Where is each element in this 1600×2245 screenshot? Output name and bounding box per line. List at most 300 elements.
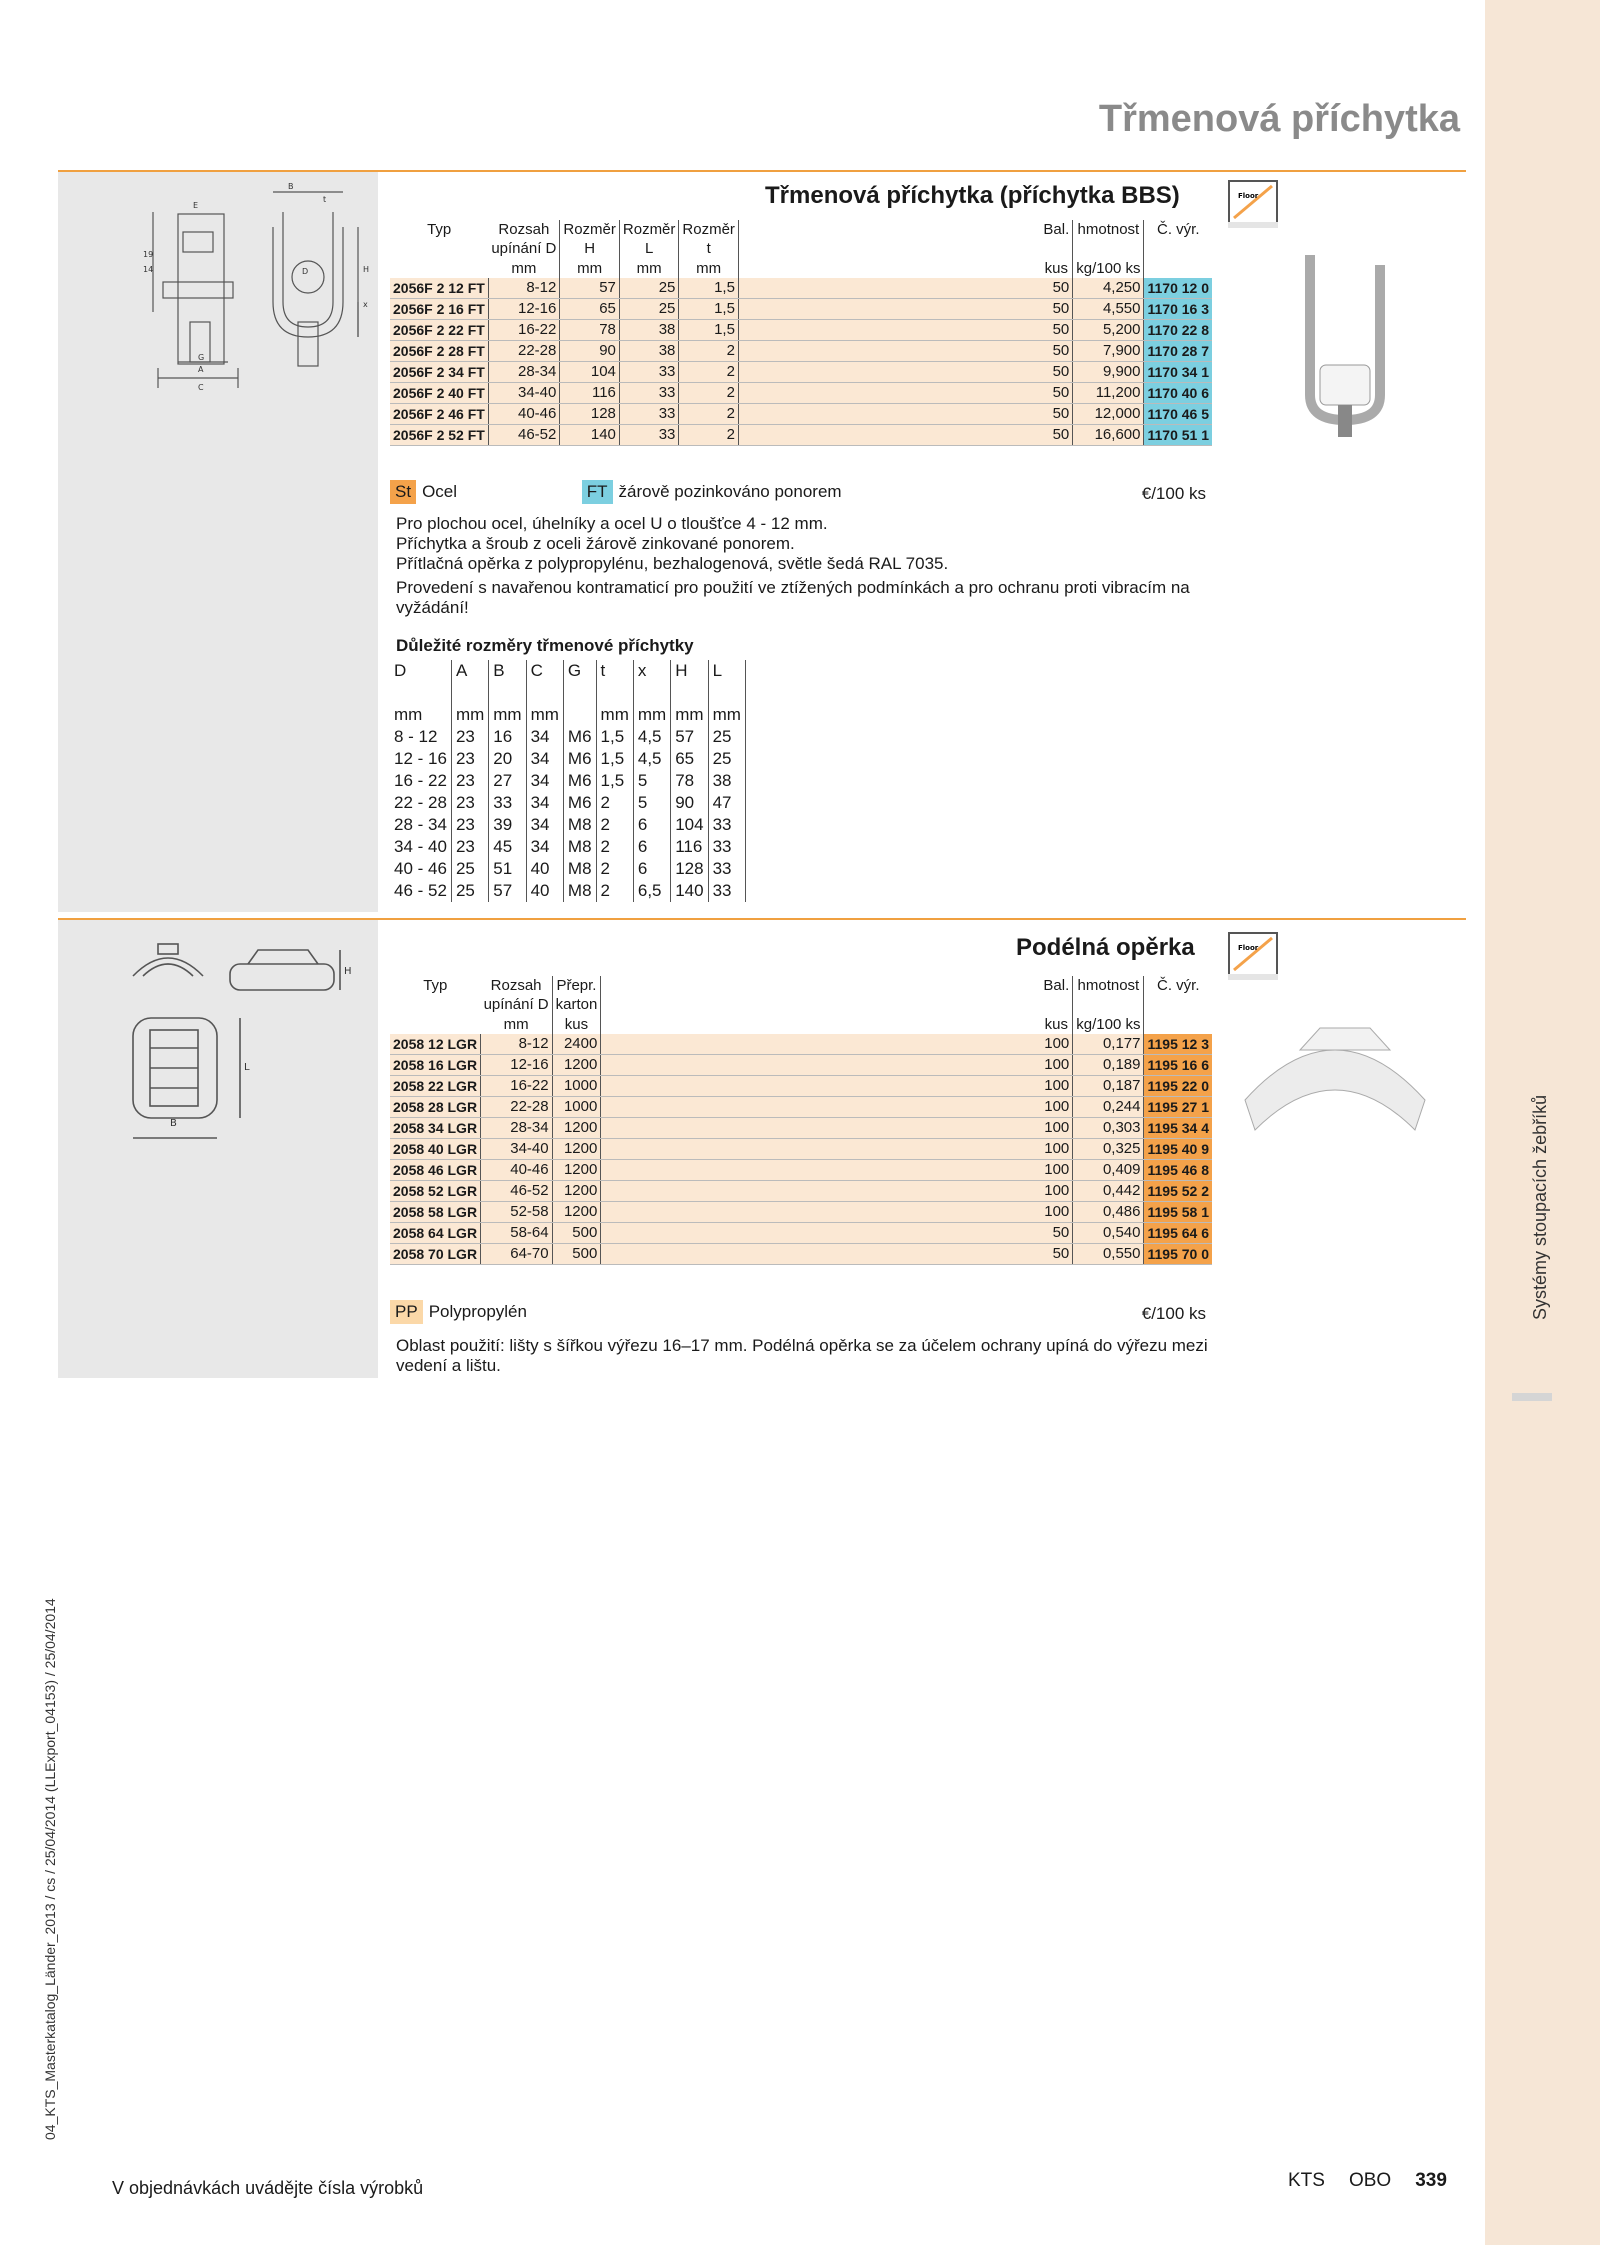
clamp-range: 64-70	[481, 1244, 553, 1265]
svg-text:E: E	[193, 201, 199, 210]
dims-cell: 57	[489, 880, 526, 902]
dim-t: 2	[679, 383, 739, 404]
dims-header: L	[708, 660, 745, 704]
col-typ: Typ	[423, 977, 448, 994]
dim-h: 65	[560, 299, 620, 320]
product-type: 2056F 2 28 FT	[390, 341, 488, 362]
product-type: 2056F 2 34 FT	[390, 362, 488, 383]
product-type: 2058 16 LGR	[390, 1055, 481, 1076]
clamp-range: 8-12	[488, 278, 560, 299]
col-rozsah: Rozsah upínání D	[488, 220, 560, 258]
clamp-range: 34-40	[481, 1139, 553, 1160]
svg-text:H: H	[344, 966, 352, 977]
table-row	[390, 341, 1212, 362]
article-number: 1170 22 8	[1144, 320, 1212, 341]
product-type: 2058 70 LGR	[390, 1244, 481, 1265]
carton-qty: 1000	[552, 1097, 601, 1118]
svg-text:A: A	[198, 365, 204, 374]
page-title: Třmenová příchytka	[1098, 98, 1460, 140]
spacer	[738, 425, 1040, 446]
dimensions-table	[390, 660, 746, 902]
material-legend-1	[390, 480, 1210, 508]
col-prepr: Přepr. karton	[552, 976, 601, 1014]
dims-cell: 1,5	[596, 770, 633, 792]
carton-qty: 2400	[552, 1034, 601, 1055]
svg-text:B: B	[288, 182, 294, 191]
product-type: 2058 40 LGR	[390, 1139, 481, 1160]
dims-cell: 23	[451, 770, 488, 792]
description-line: Přítlačná opěrka z polypropylénu, bezhalogenová, světle šedá RAL 7035.	[396, 554, 949, 573]
article-number: 1195 12 3	[1144, 1034, 1212, 1055]
article-number: 1170 34 1	[1144, 362, 1212, 383]
svg-text:14: 14	[143, 265, 154, 274]
unit-prepr: kus	[552, 1014, 601, 1034]
carton-qty: 500	[552, 1244, 601, 1265]
dims-cell: 23	[451, 726, 488, 748]
clamp-range: 22-28	[481, 1097, 553, 1118]
dims-cell: 47	[708, 792, 745, 814]
pack-qty: 100	[1040, 1055, 1072, 1076]
weight: 0,486	[1073, 1202, 1144, 1223]
unit-bal: kus	[1040, 1014, 1072, 1034]
material-code-ft: FT	[582, 480, 613, 504]
unit-h: mm	[560, 258, 620, 278]
product-type: 2056F 2 22 FT	[390, 320, 488, 341]
product-type: 2056F 2 40 FT	[390, 383, 488, 404]
ladder-thumbnail-icon	[1512, 1393, 1552, 1401]
dims-cell: 40	[526, 880, 563, 902]
dim-l: 38	[619, 341, 679, 362]
clamp-range: 52-58	[481, 1202, 553, 1223]
weight: 11,200	[1073, 383, 1144, 404]
weight: 4,550	[1073, 299, 1144, 320]
spacer	[601, 1076, 1041, 1097]
dims-cell: 34 - 40	[390, 836, 451, 858]
pack-qty: 100	[1040, 1181, 1072, 1202]
dim-l: 33	[619, 425, 679, 446]
pack-qty: 100	[1040, 1139, 1072, 1160]
dim-l: 33	[619, 383, 679, 404]
product-type: 2056F 2 46 FT	[390, 404, 488, 425]
spacer	[601, 1181, 1041, 1202]
unit-t: mm	[679, 258, 739, 278]
article-number: 1195 52 2	[1144, 1181, 1212, 1202]
article-number: 1170 16 3	[1144, 299, 1212, 320]
dims-title: Důležité rozměry třmenové příchytky	[396, 636, 694, 655]
clamp-range: 16-22	[481, 1076, 553, 1097]
dims-header-row	[390, 660, 745, 704]
carton-qty: 1200	[552, 1160, 601, 1181]
carton-qty: 1200	[552, 1139, 601, 1160]
dims-header: G	[563, 660, 596, 704]
unit-hmotnost: kg/100 ks	[1073, 258, 1144, 278]
dims-cell: 25	[708, 748, 745, 770]
spacer	[601, 1139, 1041, 1160]
dims-cell: M6	[563, 726, 596, 748]
col-h: Rozměr H	[560, 220, 620, 258]
section2-title: Podélná opěrka	[1016, 934, 1195, 961]
product-table-1	[390, 220, 1212, 446]
material-label-st: Ocel	[422, 482, 458, 501]
dim-t: 1,5	[679, 320, 739, 341]
spacer	[601, 1034, 1041, 1055]
spacer	[601, 1244, 1041, 1265]
article-number: 1195 58 1	[1144, 1202, 1212, 1223]
dims-cell: 33	[708, 880, 745, 902]
table-row	[390, 404, 1212, 425]
svg-text:G: G	[198, 353, 205, 362]
table-row	[390, 726, 745, 748]
dims-header: H	[671, 660, 708, 704]
spacer	[738, 299, 1040, 320]
floor-clip-badge-icon	[1228, 932, 1278, 976]
dim-t: 1,5	[679, 278, 739, 299]
weight: 0,303	[1073, 1118, 1144, 1139]
dims-cell: M8	[563, 858, 596, 880]
pack-qty: 50	[1040, 404, 1072, 425]
dims-cell: 33	[708, 836, 745, 858]
carton-qty: 1200	[552, 1055, 601, 1076]
clamp-range: 8-12	[481, 1034, 553, 1055]
description-line: Oblast použití: lišty s šířkou výřezu 16–17 mm. Podélná opěrka se za účelem ochrany upíná do výřezu mezi vedení a lištu.	[396, 1336, 1208, 1375]
weight: 0,177	[1073, 1034, 1144, 1055]
dim-l: 33	[619, 362, 679, 383]
section1-title: Třmenová příchytka (příchytka BBS)	[765, 182, 1180, 209]
dim-l: 25	[619, 299, 679, 320]
dims-cell: 57	[671, 726, 708, 748]
pack-qty: 100	[1040, 1076, 1072, 1097]
dims-cell: 140	[671, 880, 708, 902]
badge-strip	[1228, 222, 1278, 228]
col-cvyr: Č. výr.	[1156, 977, 1200, 994]
dims-unit: mm	[390, 704, 451, 726]
table-row	[390, 320, 1212, 341]
unit-rozsah: mm	[481, 1014, 553, 1034]
dims-cell: 40 - 46	[390, 858, 451, 880]
badge-strip	[1228, 974, 1278, 980]
table-row	[390, 425, 1212, 446]
dims-cell: 23	[451, 792, 488, 814]
dim-t: 2	[679, 341, 739, 362]
dims-unit: mm	[596, 704, 633, 726]
table-row	[390, 1202, 1212, 1223]
dim-h: 57	[560, 278, 620, 299]
table-row	[390, 1160, 1212, 1181]
brand-kts: KTS	[1288, 2170, 1325, 2191]
svg-text:Floor: Floor	[1238, 944, 1259, 952]
weight: 16,600	[1073, 425, 1144, 446]
dims-cell: 2	[596, 880, 633, 902]
product-type: 2058 22 LGR	[390, 1076, 481, 1097]
article-number: 1195 16 6	[1144, 1055, 1212, 1076]
article-number: 1170 40 6	[1144, 383, 1212, 404]
dims-cell: 6,5	[633, 880, 670, 902]
table-row	[390, 1223, 1212, 1244]
pack-qty: 50	[1040, 362, 1072, 383]
description-line: Příchytka a šroub z oceli žárově zinkované ponorem.	[396, 534, 795, 553]
spacer	[738, 278, 1040, 299]
pack-qty: 50	[1040, 320, 1072, 341]
dims-cell: 6	[633, 836, 670, 858]
svg-text:C: C	[198, 383, 204, 392]
product-photo-clamp	[1290, 245, 1400, 445]
col-l: Rozměr L	[619, 220, 679, 258]
article-number: 1170 51 1	[1144, 425, 1212, 446]
article-number: 1195 40 9	[1144, 1139, 1212, 1160]
dims-cell: 20	[489, 748, 526, 770]
clamp-range: 12-16	[488, 299, 560, 320]
dims-cell: 34	[526, 792, 563, 814]
dim-h: 128	[560, 404, 620, 425]
weight: 0,442	[1073, 1181, 1144, 1202]
table-row	[390, 1034, 1212, 1055]
table-row	[390, 383, 1212, 404]
dims-cell: 40	[526, 858, 563, 880]
dims-cell: 39	[489, 814, 526, 836]
product-type: 2058 12 LGR	[390, 1034, 481, 1055]
unit-bal: kus	[1040, 258, 1072, 278]
weight: 7,900	[1073, 341, 1144, 362]
pack-qty: 100	[1040, 1160, 1072, 1181]
unit-l: mm	[619, 258, 679, 278]
description-1	[396, 514, 1216, 618]
table-row	[390, 748, 745, 770]
clamp-range: 40-46	[488, 404, 560, 425]
pack-qty: 50	[1040, 383, 1072, 404]
spacer	[738, 362, 1040, 383]
dims-unit	[563, 704, 596, 726]
weight: 5,200	[1073, 320, 1144, 341]
svg-text:19: 19	[143, 250, 154, 259]
dims-cell: 45	[489, 836, 526, 858]
product-type: 2056F 2 12 FT	[390, 278, 488, 299]
col-bal: Bal.	[1040, 976, 1072, 1014]
dims-header: C	[526, 660, 563, 704]
dims-cell: M6	[563, 748, 596, 770]
dim-l: 38	[619, 320, 679, 341]
dim-h: 90	[560, 341, 620, 362]
article-number: 1195 70 0	[1144, 1244, 1212, 1265]
dims-header: x	[633, 660, 670, 704]
clamp-range: 46-52	[481, 1181, 553, 1202]
product-type: 2058 28 LGR	[390, 1097, 481, 1118]
clamp-range: 22-28	[488, 341, 560, 362]
table-row	[390, 1076, 1212, 1097]
dims-cell: 78	[671, 770, 708, 792]
pack-qty: 50	[1040, 425, 1072, 446]
dims-cell: 116	[671, 836, 708, 858]
spacer	[601, 1097, 1041, 1118]
dim-h: 104	[560, 362, 620, 383]
dims-unit: mm	[671, 704, 708, 726]
dims-cell: 23	[451, 814, 488, 836]
price-unit-2: €/100 ks	[1141, 1304, 1206, 1323]
svg-text:t: t	[323, 195, 327, 204]
dim-t: 2	[679, 404, 739, 425]
dims-cell: 6	[633, 814, 670, 836]
clamp-range: 16-22	[488, 320, 560, 341]
dim-t: 2	[679, 362, 739, 383]
dims-cell: 34	[526, 836, 563, 858]
weight: 0,187	[1073, 1076, 1144, 1097]
price-unit-1: €/100 ks	[1141, 484, 1206, 503]
dims-cell: 25	[708, 726, 745, 748]
material-code-st: St	[390, 480, 416, 504]
spacer	[738, 341, 1040, 362]
table-row	[390, 1097, 1212, 1118]
pack-qty: 100	[1040, 1097, 1072, 1118]
dims-header: t	[596, 660, 633, 704]
dim-h: 116	[560, 383, 620, 404]
svg-text:Floor: Floor	[1238, 192, 1259, 200]
dims-cell: 23	[451, 836, 488, 858]
product-type: 2058 34 LGR	[390, 1118, 481, 1139]
col-bal: Bal.	[1040, 220, 1072, 258]
dims-cell: 128	[671, 858, 708, 880]
table-row	[390, 1118, 1212, 1139]
dims-cell: 8 - 12	[390, 726, 451, 748]
technical-drawing-panel-2	[58, 920, 378, 1378]
pack-qty: 50	[1040, 278, 1072, 299]
article-number: 1195 22 0	[1144, 1076, 1212, 1097]
clamp-range: 12-16	[481, 1055, 553, 1076]
dims-cell: 46 - 52	[390, 880, 451, 902]
clamp-range: 40-46	[481, 1160, 553, 1181]
description-line: Provedení s navařenou kontramaticí pro použití ve ztížených podmínkách a pro ochranu proti vibracím na vyžádání!	[396, 578, 1190, 617]
weight: 0,244	[1073, 1097, 1144, 1118]
dims-cell: 2	[596, 792, 633, 814]
table-row	[390, 1181, 1212, 1202]
dims-cell: 1,5	[596, 748, 633, 770]
dim-h: 78	[560, 320, 620, 341]
dims-header: D	[390, 660, 451, 704]
dims-cell: 5	[633, 770, 670, 792]
dims-cell: 90	[671, 792, 708, 814]
dims-cell: 34	[526, 814, 563, 836]
table-row	[390, 792, 745, 814]
spacer	[738, 320, 1040, 341]
table-row	[390, 1244, 1212, 1265]
product-type: 2058 58 LGR	[390, 1202, 481, 1223]
dims-cell: 25	[451, 880, 488, 902]
support-technical-drawing	[58, 920, 378, 1378]
table-row	[390, 836, 745, 858]
table-row	[390, 299, 1212, 320]
pack-qty: 50	[1040, 299, 1072, 320]
dims-cell: 23	[451, 748, 488, 770]
weight: 0,189	[1073, 1055, 1144, 1076]
description-line: Pro plochou ocel, úhelníky a ocel U o tloušťce 4 - 12 mm.	[396, 514, 828, 533]
pack-qty: 50	[1040, 341, 1072, 362]
product-table-2	[390, 976, 1212, 1265]
product-type: 2058 52 LGR	[390, 1181, 481, 1202]
weight: 4,250	[1073, 278, 1144, 299]
product-type: 2058 46 LGR	[390, 1160, 481, 1181]
col-typ: Typ	[427, 221, 452, 238]
weight: 9,900	[1073, 362, 1144, 383]
dims-cell: 22 - 28	[390, 792, 451, 814]
clamp-range: 28-34	[481, 1118, 553, 1139]
dim-l: 25	[619, 278, 679, 299]
table-row	[390, 1139, 1212, 1160]
dim-t: 2	[679, 425, 739, 446]
carton-qty: 1200	[552, 1181, 601, 1202]
weight: 0,325	[1073, 1139, 1144, 1160]
svg-text:H: H	[363, 265, 370, 274]
weight: 0,540	[1073, 1223, 1144, 1244]
table-row	[390, 858, 745, 880]
carton-qty: 1200	[552, 1118, 601, 1139]
description-2	[396, 1336, 1216, 1376]
dims-cell: 51	[489, 858, 526, 880]
dims-cell: 34	[526, 770, 563, 792]
dims-unit: mm	[526, 704, 563, 726]
svg-text:x: x	[363, 300, 368, 309]
dims-cell: 6	[633, 858, 670, 880]
dim-t: 1,5	[679, 299, 739, 320]
dims-cell: 65	[671, 748, 708, 770]
dims-cell: 28 - 34	[390, 814, 451, 836]
svg-text:L: L	[244, 1062, 250, 1073]
dims-cell: 4,5	[633, 726, 670, 748]
dims-cell: 5	[633, 792, 670, 814]
carton-qty: 1000	[552, 1076, 601, 1097]
article-number: 1170 46 5	[1144, 404, 1212, 425]
floor-clip-badge-icon	[1228, 180, 1278, 224]
dims-cell: M6	[563, 770, 596, 792]
clamp-range: 46-52	[488, 425, 560, 446]
clamp-technical-drawing	[58, 172, 378, 912]
article-number: 1195 64 6	[1144, 1223, 1212, 1244]
dims-unit: mm	[489, 704, 526, 726]
dims-cell: 38	[708, 770, 745, 792]
material-label-ft: žárově pozinkováno ponorem	[618, 482, 842, 501]
order-note: V objednávkách uvádějte čísla výrobků	[112, 2178, 424, 2198]
pack-qty: 100	[1040, 1118, 1072, 1139]
dim-h: 140	[560, 425, 620, 446]
dims-unit-row	[390, 704, 745, 726]
pack-qty: 100	[1040, 1202, 1072, 1223]
dims-cell: 2	[596, 858, 633, 880]
dims-cell: 27	[489, 770, 526, 792]
table-row	[390, 278, 1212, 299]
table-row	[390, 880, 745, 902]
col-rozsah: Rozsah upínání D	[481, 976, 553, 1014]
dims-cell: 104	[671, 814, 708, 836]
product-photo-support	[1240, 1010, 1430, 1150]
spacer	[738, 404, 1040, 425]
svg-text:D: D	[302, 267, 309, 276]
table-row	[390, 362, 1212, 383]
dims-cell: 16	[489, 726, 526, 748]
dims-cell: M8	[563, 880, 596, 902]
dims-cell: M8	[563, 814, 596, 836]
dims-cell: 2	[596, 814, 633, 836]
unit-rozsah: mm	[488, 258, 560, 278]
table-row	[390, 1055, 1212, 1076]
dims-cell: 33	[708, 814, 745, 836]
product-type: 2058 64 LGR	[390, 1223, 481, 1244]
clamp-range: 28-34	[488, 362, 560, 383]
dims-cell: 34	[526, 748, 563, 770]
dims-cell: 25	[451, 858, 488, 880]
spacer	[601, 1118, 1041, 1139]
brand-obo: OBO	[1348, 2170, 1392, 2191]
clamp-range: 58-64	[481, 1223, 553, 1244]
weight: 0,409	[1073, 1160, 1144, 1181]
dims-cell: 33	[489, 792, 526, 814]
weight: 0,550	[1073, 1244, 1144, 1265]
